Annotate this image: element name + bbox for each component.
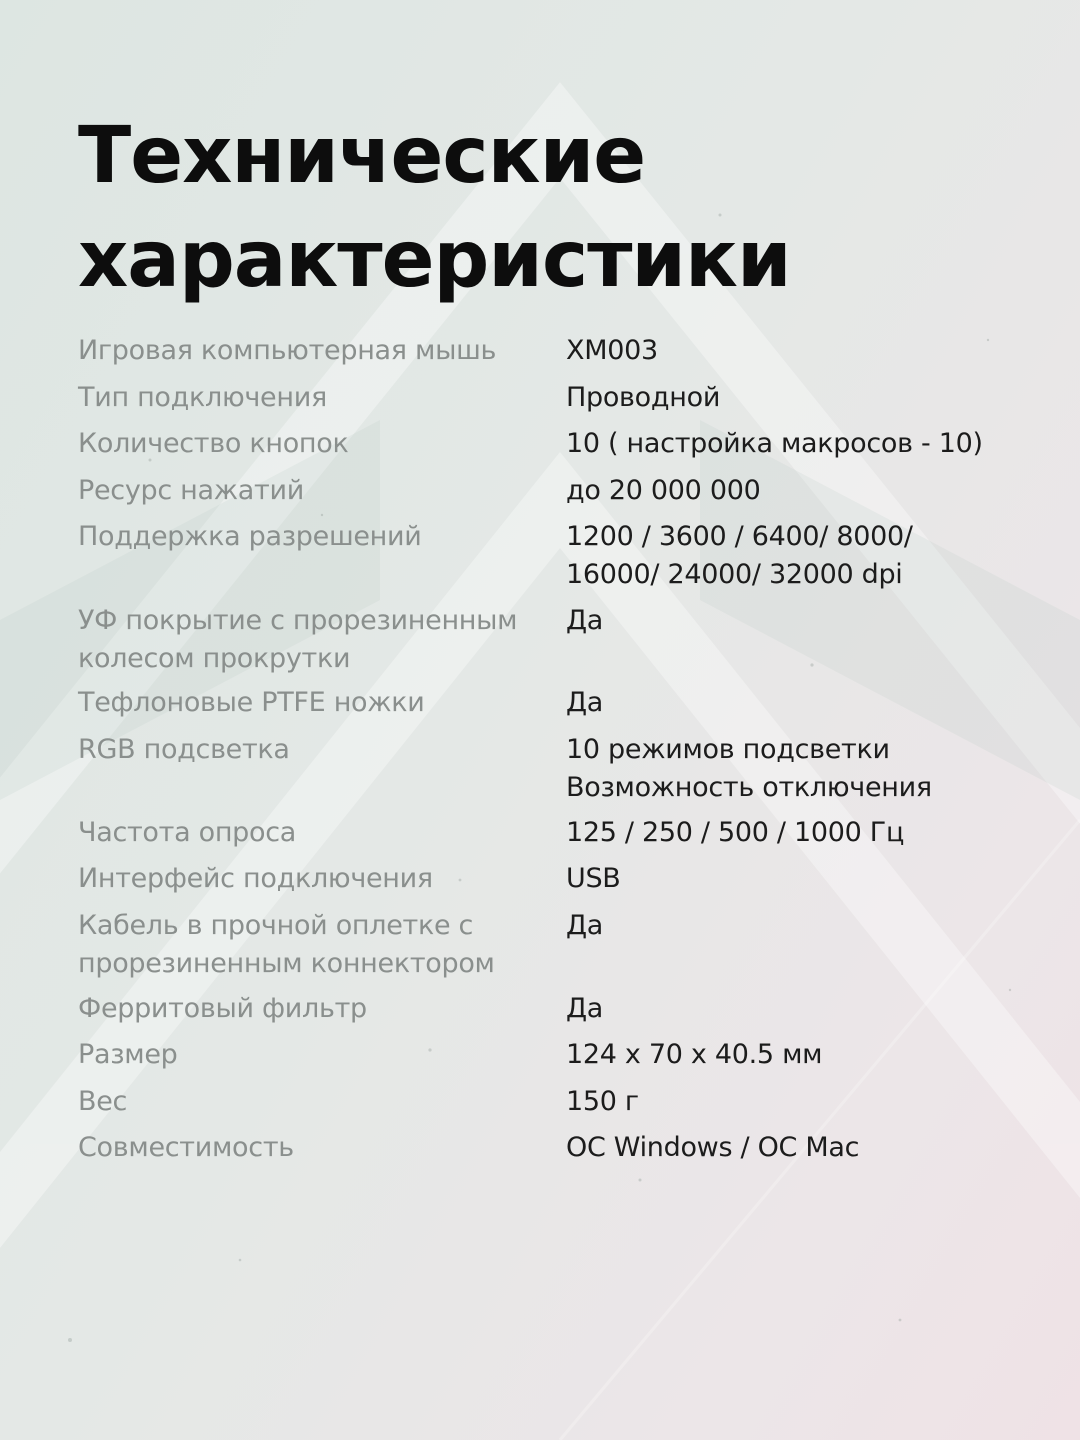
page-title: [78, 104, 1038, 312]
spec-value: 10 ( настройка макросов - 10): [566, 428, 983, 459]
spec-value: Да: [566, 687, 604, 718]
page-title-line-1: Технические: [78, 111, 646, 201]
spec-label: Кабель в прочной оплетке с прорезиненным коннектором: [78, 910, 495, 979]
spec-label: Частота опроса: [78, 817, 297, 848]
spec-value: Да: [566, 910, 604, 941]
spec-label: Игровая компьютерная мышь: [78, 335, 497, 366]
spec-value: ОС Windows / ОС Mac: [566, 1132, 860, 1163]
spec-label: Ресурс нажатий: [78, 475, 304, 506]
page-title-line-2: характеристики: [78, 215, 791, 305]
spec-label: Вес: [78, 1086, 128, 1117]
spec-value: 1200 / 3600 / 6400/ 8000/ 16000/ 24000/ 32000 dpi: [566, 521, 913, 590]
spec-value: 150 г: [566, 1086, 639, 1117]
spec-label: Ферритовый фильтр: [78, 993, 367, 1024]
spec-label: Поддержка разрешений: [78, 521, 422, 552]
spec-label: Тип подключения: [78, 382, 327, 413]
spec-label: Тефлоновые PTFE ножки: [78, 687, 425, 718]
spec-label: Совместимость: [78, 1132, 294, 1163]
spec-label: УФ покрытие с прорезиненным колесом прокрутки: [78, 605, 518, 674]
spec-value: XM003: [566, 335, 658, 366]
spec-value: Да: [566, 605, 604, 636]
spec-value: 10 режимов подсветки Возможность отключения: [566, 734, 932, 803]
spec-label: RGB подсветка: [78, 734, 290, 765]
spec-label: Количество кнопок: [78, 428, 349, 459]
spec-label: Интерфейс подключения: [78, 863, 433, 894]
spec-value: USB: [566, 863, 621, 894]
spec-value: 124 x 70 x 40.5 мм: [566, 1039, 823, 1070]
spec-value: Проводной: [566, 382, 721, 413]
spec-value: Да: [566, 993, 604, 1024]
spec-label: Размер: [78, 1039, 178, 1070]
spec-value: 125 / 250 / 500 / 1000 Гц: [566, 817, 905, 848]
spec-value: до 20 000 000: [566, 475, 761, 506]
